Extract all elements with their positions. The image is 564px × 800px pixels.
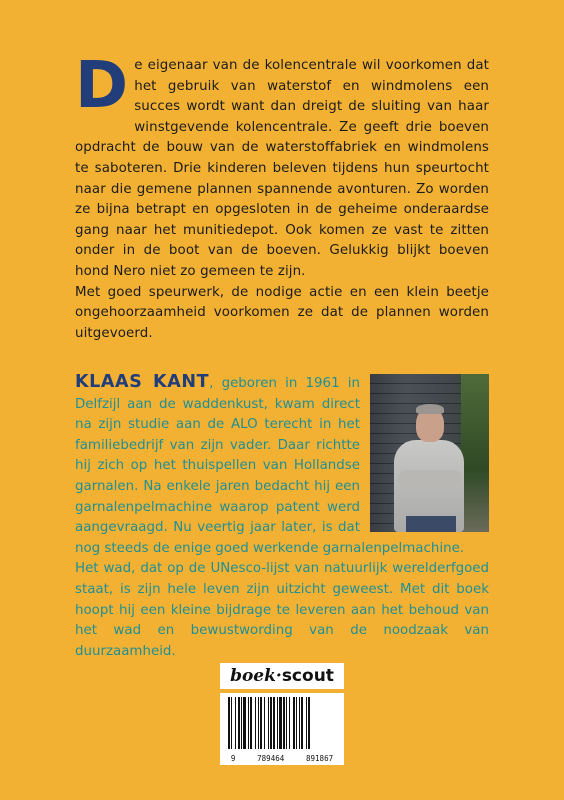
blurb-paragraph-1-text: e eigenaar van de kolencentrale wil voorkomen dat het gebruik van waterstof en windmolens een succes wordt want dan dreigt de sluiting van haar winstgevende kolencentrale. Ze geeft drie boeven opdracht de bouw van de waterstoffabriek en windmolens te saboteren. Drie kinderen beleven tijdens hun speurtocht naar die gemene plannen spannende avonturen. Zo worden ze bijna betrapt en opgesloten in de geheime onderaardse gang naar het munitiedepot. Ook komen ze vast te zitten onder in de boot van de boeven. Gelukkig blijkt boeven hond Nero niet zo gemeen te zijn. — [75, 58, 489, 279]
barcode-digits-left: 789464 — [257, 754, 285, 763]
publisher-logo-dot: · — [275, 666, 282, 686]
barcode-bars — [226, 697, 338, 749]
book-blurb — [75, 49, 489, 344]
barcode-digits — [220, 754, 344, 763]
author-name: KLAAS KANT — [75, 372, 210, 392]
isbn-barcode — [220, 693, 344, 765]
barcode-digits-right: 891867 — [306, 754, 334, 763]
publisher-logo-part2: scout — [281, 666, 334, 686]
blurb-paragraph-2: Met goed speurwerk, de nodige actie en een klein beetje ongehoorzaamheid voorkomen ze dat de plannen worden uitgevoerd. — [75, 284, 489, 341]
barcode-digit-first: 9 — [230, 754, 236, 763]
drop-cap: D — [75, 49, 129, 123]
author-bio-2: Het wad, dat op de UNesco-lijst van natuurlijk werelderfgoed staat, is zijn hele leven zijn uitzicht geweest. Met dit boek hoopt hij een kleine bijdrage te leveren aan het behoud van het wad en bewustwording van de noodzaak van duurzaamheid. — [75, 561, 489, 659]
author-section — [75, 372, 489, 662]
author-photo — [370, 374, 489, 532]
blurb-paragraph-1 — [75, 49, 489, 283]
publisher-logo — [220, 663, 344, 689]
publisher-logo-part1: boek — [230, 666, 276, 686]
author-bio-1-text: , geboren in 1961 in Delfzijl aan de waddenkust, kwam direct na zijn studie aan de ALO terecht in het familiebedrijf van zijn vader. Daar richtte hij zich op het thuispellen van Hollandse garnalen. Na enkele jaren bedacht hij een garnalenpelmachine waarop patent werd aangevraagd. Nu veertig jaar later, is dat nog steeds de enige goed werkende garnalenpelmachine. — [75, 376, 465, 556]
